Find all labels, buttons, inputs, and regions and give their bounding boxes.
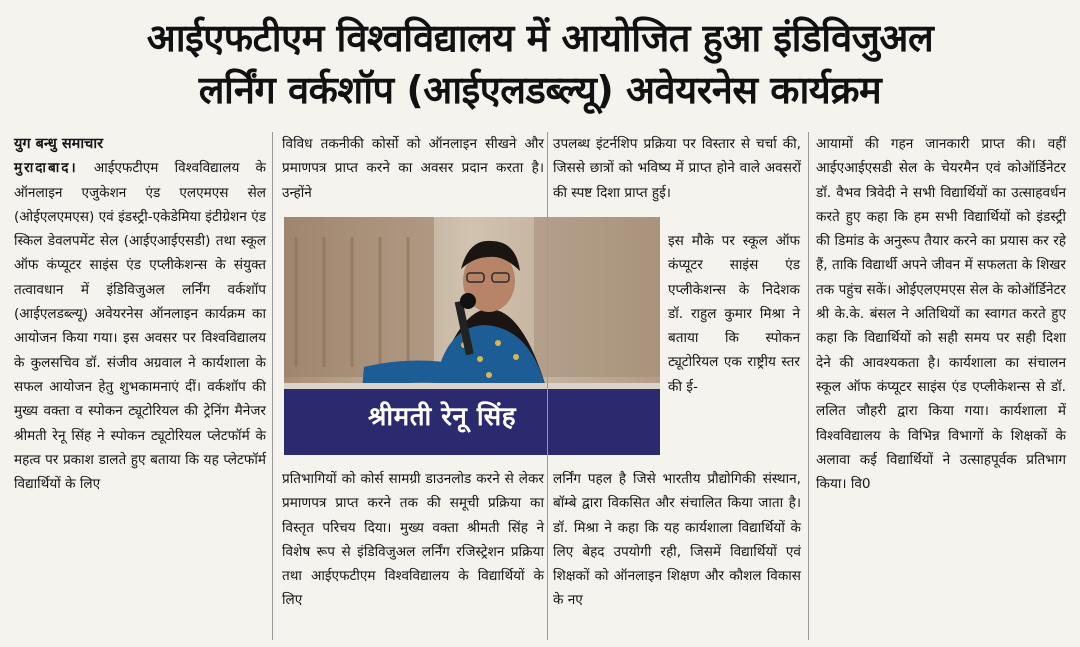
column-2-top-text: विविध तकनीकी कोर्सो को ऑनलाइन सीखने और प्रमाणपत्र प्राप्त करने का अवसर प्रदान करता है। उन्होंने [282,136,544,201]
article-column-2-top [282,132,544,205]
column-divider [272,132,273,640]
column-3-top-text: उपलब्ध इंटर्नशिप प्रक्रिया पर विस्तार से चर्चा की, जिससे छात्रों को भविष्य में प्राप्त होने वाले अवसरों की स्पष्ट दिशा प्राप्त हुई। [553,136,801,201]
column-4-text: आयामों की गहन जानकारी प्राप्त की। वहीं आईएआईएसडी सेल के चेयरमैन एवं कोऑर्डिनेटर डॉ. वैभव त्रिवेदी ने सभी विद्यार्थियों का उत्साहवर्धन करते हुए कहा कि हम सभी विद्यार्थियों को इंडस्ट्री की डिमांड के अनुरूप तैयार करने का प्रयास कर रहे हैं, ताकि विद्यार्थी अपने जीवन में सफलता के शिखर तक पहुंच सकें। ओईएलएमएस सेल के कोऑर्डिनेटर श्री के.के. बंसल ने अतिथियों का स्वागत करते हुए कहा कि विद्यार्थियों को सही समय पर सही दिशा देने की आवश्यकता है। कार्यशाला का संचालन स्कूल ऑफ कंप्यूटर साइंस एंड एप्लीकेशन्स से डॉ. ललित जौहरी द्वारा किया गया। कार्यशाला में विश्वविद्यालय के विभिन्न विभागों के शिक्षकों के अलावा कई विद्यार्थियों ने उत्साहपूर्वक प्रतिभाग किया। वि0 [816,136,1066,493]
column-divider [808,132,809,640]
byline: युग बन्धु समाचार [14,136,104,152]
article-column-3-middle [668,229,800,399]
headline [0,12,1080,116]
speaker-photo [284,217,660,455]
article-column-4 [816,132,1066,496]
column-3-middle-text: इस मौके पर स्कूल ऑफ कंप्यूटर साइंस एंड एप्लीकेशन्स के निदेशक डॉ. राहुल कुमार मिश्रा ने बताया कि स्पोकन ट्यूटोरियल एक राष्ट्रीय स्तर की ई- [668,233,800,395]
article-column-1 [14,132,266,496]
column-3-bottom-text: लर्निंग पहल है जिसे भारतीय प्रौद्योगिकी संस्थान, बॉम्बे द्वारा विकसित और संचालित किया जाता है। डॉ. मिश्रा ने कहा कि यह कार्यशाला विद्यार्थियों के लिए बेहद उपयोगी रही, जिसमें विद्यार्थियों एवं शिक्षकों को ऑनलाइन शिक्षण और कौशल विकास के नए [553,471,801,609]
photo-caption: श्रीमती रेनू सिंह [368,402,517,432]
dateline: मुरादाबाद। [14,160,78,177]
headline-line-2: लर्निंग वर्कशॉप (आईएलडब्ल्यू) अवेयरनेस कार्यक्रम [198,68,882,112]
article-column-3-bottom [553,467,801,613]
column-2-bottom-text: प्रतिभागियों को कोर्स सामग्री डाउनलोड करने से लेकर प्रमाणपत्र प्राप्त करने तक की समूची प्रक्रिया का विस्तृत परिचय दिया। मुख्य वक्ता श्रीमती सिंह ने विशेष रूप से इंडिविजुअल लर्निंग रजिस्ट्रेशन प्रक्रिया तथा आईएफटीएम विश्वविद्यालय के विद्यार्थियों के लिए [282,471,544,609]
headline-line-1: आईएफटीएम विश्वविद्यालय में आयोजित हुआ इंडिविजुअल [146,16,934,60]
column-divider [547,132,548,640]
article-column-2-bottom [282,467,544,613]
column-1-text: आईएफटीएम विश्वविद्यालय के ऑनलाइन एजुकेशन एंड एलएमएस सेल (ओईएलएमएस) एवं इंडस्ट्री-एकेडेमिया इंटीग्रेशन एंड स्किल डेवलपमेंट सेल (आईएआईएसडी) तथा स्कूल ऑफ कंप्यूटर साइंस एंड एप्लीकेशन्स के संयुक्त तत्वावधान में इंडिविजुअल लर्निंग वर्कशॉप (आईएलडब्ल्यू) अवेयरनेस ऑनलाइन कार्यक्रम का आयोजन किया गया। इस अवसर पर विश्वविद्यालय के कुलसचिव डॉ. संजीव अग्रवाल ने कार्यशाला के सफल आयोजन हेतु शुभकामनाएं दीं। वर्कशॉप की मुख्य वक्ता व स्पोकन ट्यूटोरियल की ट्रेनिंग मैनेजर श्रीमती रेनू सिंह ने स्पोकन ट्यूटोरियल प्लेटफॉर्म के महत्व पर प्रकाश डालते हुए बताया कि यह प्लेटफॉर्म विद्यार्थियों के लिए [14,160,266,493]
article-column-3-top [553,132,801,205]
